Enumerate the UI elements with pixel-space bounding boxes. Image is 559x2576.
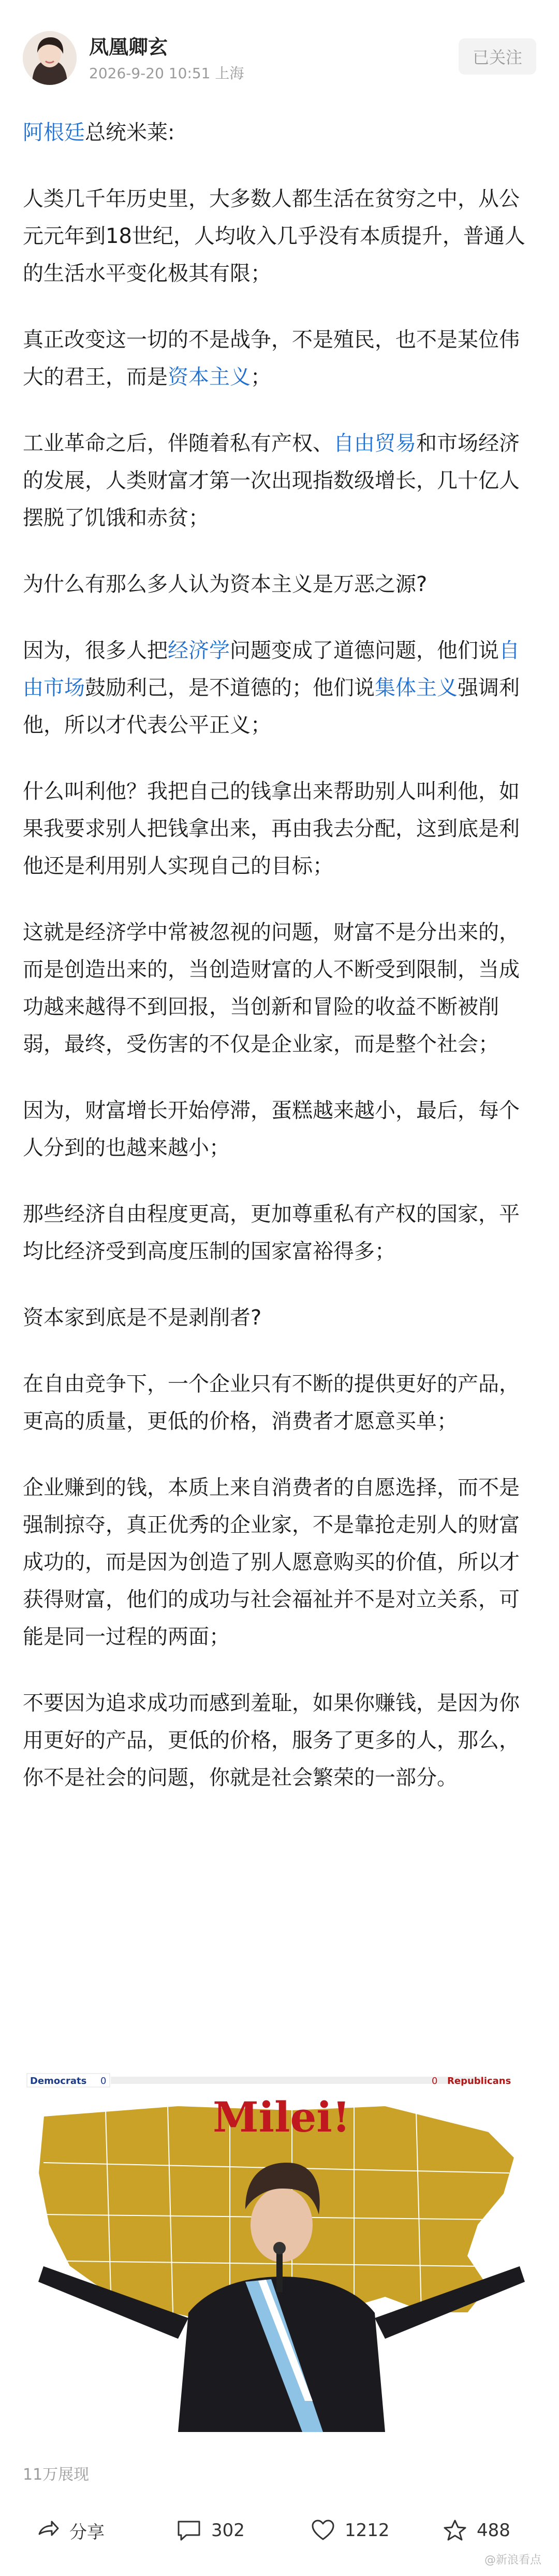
- star-icon: [443, 2519, 467, 2542]
- paragraph-text: 和市场经济的发展，人类财富才第一次出现指数级增长，几十亿人摆脱了饥饿和赤贫；: [23, 431, 520, 530]
- paragraph-10: 那些经济自由程度更高，更加尊重私有产权的国家，平均比经济受到高度压制的国家富裕得多；: [23, 1202, 520, 1263]
- paragraph-9: 因为，财富增长开始停滞，蛋糕越来越小，最后，每个人分到的也越来越小；: [23, 1099, 520, 1160]
- like-count: 1212: [345, 2520, 390, 2541]
- republicans-label: Republicans: [447, 2076, 511, 2086]
- link-economics[interactable]: 经济学: [168, 639, 230, 663]
- share-button[interactable]: [36, 2502, 105, 2559]
- link-argentina[interactable]: 阿根廷: [23, 121, 85, 145]
- article-body: [23, 114, 536, 1825]
- paragraph-11: 资本家到底是不是剥削者?: [23, 1306, 262, 1330]
- avatar-portrait-icon: [23, 31, 77, 85]
- paragraph-text: 真正改变这一切的不是战争，不是殖民，也不是某位伟大的君王，而是: [23, 328, 520, 389]
- share-icon: [36, 2519, 60, 2542]
- post-timestamp: 2026-9-20 10:51 上海: [89, 65, 244, 82]
- paragraph-text: 总统米莱:: [85, 121, 175, 145]
- paragraph-text: 工业革命之后，伴随着私有产权、: [23, 431, 333, 455]
- paragraph-2: 人类几千年历史里，大多数人都生活在贫穷之中，从公元元年到18世纪，人均收入几乎没有本质提升，普通人的生活水平变化极其有限；: [23, 187, 525, 285]
- headline-text: Milei!: [213, 2093, 350, 2141]
- paragraph-5: 为什么有那么多人认为资本主义是万恶之源?: [23, 572, 428, 596]
- democrats-label: Democrats: [30, 2076, 87, 2086]
- paragraph-1: [23, 114, 536, 151]
- comment-count: 302: [211, 2520, 245, 2541]
- paragraph-7: 什么叫利他？我把自己的钱拿出来帮助别人叫利他，如果我要求别人把钱拿出来，再由我去分配，这到底是利他还是利用别人实现自己的目标；: [23, 780, 520, 878]
- paragraph-text: 鼓励利己，是不道德的；他们说: [85, 676, 375, 700]
- paragraph-text: 因为，很多人把: [23, 639, 168, 663]
- paragraph-text: 问题变成了道德问题，他们说: [230, 639, 499, 663]
- share-label: 分享: [69, 2522, 105, 2543]
- site-watermark: @新浪看点: [484, 2554, 541, 2567]
- author-avatar[interactable]: [23, 31, 77, 85]
- paragraph-8: 这就是经济学中常被忽视的问题，财富不是分出来的，而是创造出来的，当创造财富的人不断受到限制，当成功越来越得不到回报，当创新和冒险的收益不断被削弱，最终，受伤害的不仅是企业家，而是整个社会；: [23, 920, 520, 1056]
- favorite-count: 488: [477, 2520, 510, 2541]
- paragraph-6: [23, 632, 536, 744]
- view-count: 11万展现: [23, 2466, 90, 2484]
- author-name[interactable]: 凤凰卿玄: [89, 36, 168, 59]
- paragraph-12: 在自由竞争下，一个企业只有不断的提供更好的产品，更高的质量，更低的价格，消费者才愿意买单；: [23, 1372, 520, 1433]
- article-image[interactable]: [23, 2069, 536, 2432]
- paragraph-text: 强调利他，所以才代表公平正义；: [23, 676, 520, 737]
- action-bar: [0, 2502, 559, 2559]
- post-header: [0, 0, 559, 104]
- paragraph-4: [23, 425, 536, 537]
- like-button[interactable]: [311, 2502, 390, 2559]
- image-credit: 头条@凤凰卿玄: [439, 2412, 520, 2425]
- comment-icon: [176, 2519, 202, 2542]
- paragraph-13: 企业赚到的钱，本质上来自消费者的自愿选择，而不是强制掠夺，真正优秀的企业家，不是靠抢走别人的财富成功的，而是因为创造了别人愿意购买的价值，所以才获得财富，他们的成功与社会福祉并不是对立关系，可能是同一过程的两面；: [23, 1476, 520, 1649]
- link-collectivism[interactable]: 集体主义: [375, 676, 458, 700]
- comment-button[interactable]: [176, 2502, 245, 2559]
- democrats-count: 0: [100, 2076, 107, 2086]
- follow-button[interactable]: 已关注: [459, 38, 536, 75]
- paragraph-14: 不要因为追求成功而感到羞耻，如果你赚钱，是因为你用更好的产品，更低的价格，服务了更多的人，那么，你不是社会的问题，你就是社会繁荣的一部分。: [23, 1691, 520, 1790]
- link-capitalism[interactable]: 资本主义: [168, 365, 251, 389]
- link-free-market[interactable]: 自由市场: [23, 639, 520, 700]
- heart-icon: [311, 2519, 335, 2542]
- favorite-button[interactable]: [443, 2502, 510, 2559]
- election-map-illustration: [23, 2069, 536, 2432]
- link-free-trade[interactable]: 自由贸易: [333, 431, 416, 455]
- paragraph-text: ；: [251, 365, 271, 389]
- paragraph-3: [23, 321, 536, 396]
- republicans-count: 0: [432, 2076, 438, 2086]
